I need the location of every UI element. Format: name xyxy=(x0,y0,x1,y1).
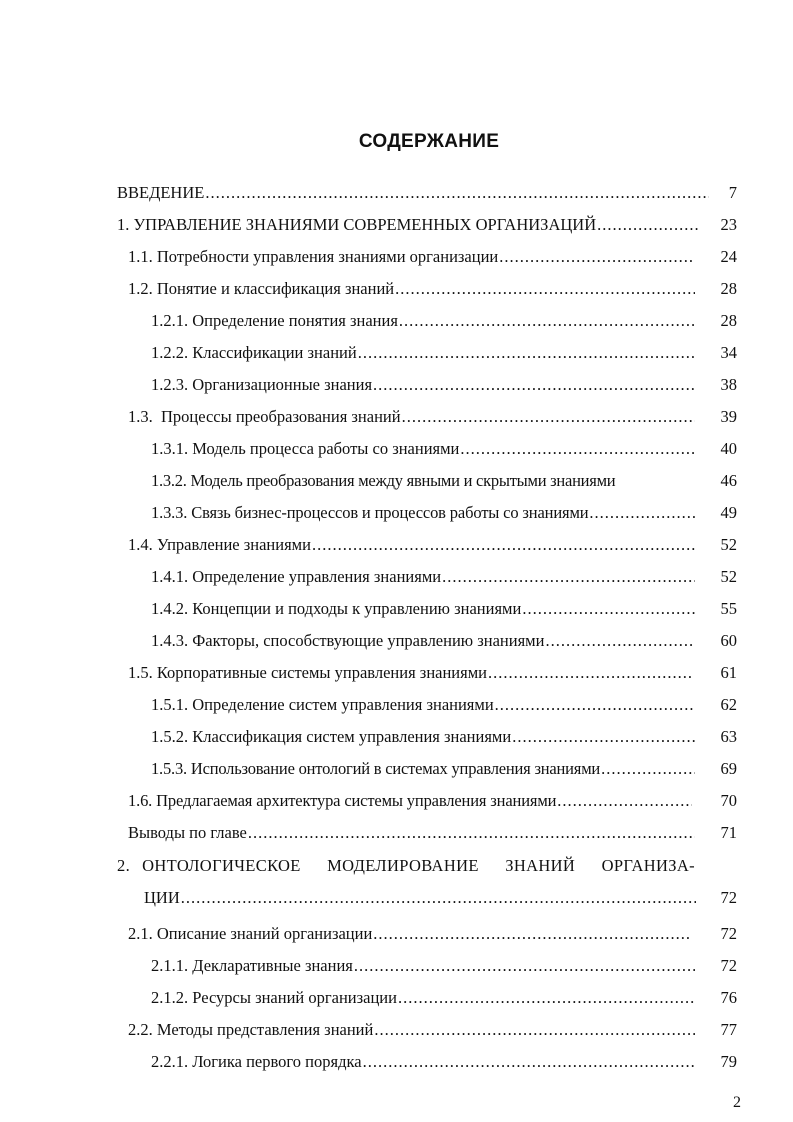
toc-entry-1-4-2[interactable] xyxy=(151,593,737,625)
toc-entry-label: ВВЕДЕНИЕ xyxy=(117,183,205,202)
toc-entry-label: 2.2.1. Логика первого порядка xyxy=(151,1052,362,1071)
toc-entry-label: 2.2. Методы представления знаний xyxy=(128,1020,374,1039)
toc-entry-1-4-3[interactable] xyxy=(151,625,737,657)
toc-entry-page: 62 xyxy=(720,695,737,714)
toc-entry-page: 71 xyxy=(720,823,737,842)
toc-entry-label: 2. ОНТОЛОГИЧЕСКОЕ МОДЕЛИРОВАНИЕ ЗНАНИЙ ОРГАНИЗА- xyxy=(117,856,695,875)
toc-entry-conclusions[interactable] xyxy=(128,817,737,849)
toc-entry-page: 28 xyxy=(720,311,737,330)
toc-entry-label: 1.4.2. Концепции и подходы к управлению знаниями xyxy=(151,599,522,618)
toc-entry-page: 55 xyxy=(720,599,737,618)
toc-entry-page: 46 xyxy=(720,471,737,490)
toc-entry-1-4-1[interactable] xyxy=(151,561,737,593)
page-number: 2 xyxy=(733,1094,741,1111)
toc-entry-1-3-3[interactable] xyxy=(151,497,737,529)
toc-entry-1-2-3[interactable] xyxy=(151,369,737,401)
toc-entry-page: 7 xyxy=(728,183,737,202)
page-title: СОДЕРЖАНИЕ xyxy=(358,131,500,152)
toc-entry-label: 1.4.3. Факторы, способствующие управлению знаниями xyxy=(151,631,545,650)
toc-entry-page: 52 xyxy=(720,567,737,586)
toc-entry-1-2[interactable] xyxy=(128,273,737,305)
toc-entry-label: 1.1. Потребности управления знаниями организации xyxy=(128,247,499,266)
toc-entry-label: 1.6. Предлагаемая архитектура системы управления знаниями xyxy=(128,791,557,810)
toc-entry-2-2[interactable] xyxy=(128,1014,737,1046)
toc-entry-label: 1.5. Корпоративные системы управления знаниями xyxy=(128,663,487,682)
toc-entry-1-3[interactable] xyxy=(128,401,737,433)
toc-entry-page: 72 xyxy=(720,888,737,907)
toc-entry-2-1-1[interactable] xyxy=(151,950,737,982)
toc-entry-label: 1.4.1. Определение управления знаниями xyxy=(151,567,442,586)
toc-entry-1-5-1[interactable] xyxy=(151,689,737,721)
toc-entry-chapter-2[interactable] xyxy=(117,850,737,914)
toc-entry-label: 2.1. Описание знаний организации xyxy=(128,924,373,943)
toc-entry-page: 60 xyxy=(720,631,737,650)
toc-entry-label: 1.5.3. Использование онтологий в системах управления знаниями xyxy=(151,759,601,778)
toc-entry-page: 39 xyxy=(720,407,737,426)
toc-entry-1-1[interactable] xyxy=(128,241,737,273)
toc-entry-page: 61 xyxy=(720,663,737,682)
toc-entry-1-6[interactable] xyxy=(128,785,737,817)
toc-entry-page: 40 xyxy=(720,439,737,458)
toc-entry-label: Выводы по главе xyxy=(128,823,247,842)
toc-entry-label: 1.3. Процессы преобразования знаний xyxy=(128,407,401,426)
toc-entry-page: 34 xyxy=(720,343,737,362)
toc-entry-1-2-1[interactable] xyxy=(151,305,737,337)
toc-entry-2-2-1[interactable] xyxy=(151,1046,737,1078)
toc-entry-label: 1.2.2. Классификации знаний xyxy=(151,343,357,362)
toc-entry-label: 1.2.1. Определение понятия знания xyxy=(151,311,398,330)
toc-entry-1-4[interactable] xyxy=(128,529,737,561)
toc-entry-page: 76 xyxy=(720,988,737,1007)
toc-entry-label: 1. УПРАВЛЕНИЕ ЗНАНИЯМИ СОВРЕМЕННЫХ ОРГАНИЗАЦИЙ xyxy=(117,215,597,234)
toc-entry-page: 79 xyxy=(720,1052,737,1071)
toc-entry-page: 72 xyxy=(720,924,737,943)
toc-entry-label: 1.2.3. Организационные знания xyxy=(151,375,373,394)
toc-entry-label: 1.4. Управление знаниями xyxy=(128,535,311,554)
toc-entry-label: 1.3.1. Модель процесса работы со знаниями xyxy=(151,439,460,458)
toc-entry-page: 38 xyxy=(720,375,737,394)
toc-entry-2-1-2[interactable] xyxy=(151,982,737,1014)
toc-entry-page: 49 xyxy=(720,503,737,522)
toc-entry-page: 23 xyxy=(720,215,737,234)
toc-entry-page: 77 xyxy=(720,1020,737,1039)
toc-entry-page: 28 xyxy=(720,279,737,298)
toc-entry-label: 1.3.3. Связь бизнес-процессов и процессов работы со знаниями xyxy=(151,503,589,522)
toc-entry-1-2-2[interactable] xyxy=(151,337,737,369)
toc-entry-intro[interactable] xyxy=(117,177,737,209)
toc-entry-1-5[interactable] xyxy=(128,657,737,689)
toc-entry-label: 1.3.2. Модель преобразования между явными и скрытыми знаниями xyxy=(151,471,616,490)
toc-entry-label-continued: ЦИИ xyxy=(144,888,180,907)
toc-entry-label: 2.1.1. Декларативные знания xyxy=(151,956,353,975)
toc-entry-1-5-2[interactable] xyxy=(151,721,737,753)
toc-entry-page: 52 xyxy=(720,535,737,554)
toc-entry-label: 1.5.1. Определение систем управления знаниями xyxy=(151,695,494,714)
toc-entry-page: 70 xyxy=(720,791,737,810)
toc-entry-chapter-1[interactable] xyxy=(117,209,737,241)
toc-entry-label: 1.2. Понятие и классификация знаний xyxy=(128,279,395,298)
toc-entry-page: 69 xyxy=(720,759,737,778)
toc-entry-label: 2.1.2. Ресурсы знаний организации xyxy=(151,988,397,1007)
toc-entry-1-3-2[interactable] xyxy=(151,465,737,497)
toc-entry-label: 1.5.2. Классификация систем управления знаниями xyxy=(151,727,512,746)
toc-entry-page: 72 xyxy=(720,956,737,975)
toc-entry-1-5-3[interactable] xyxy=(151,753,737,785)
toc-entry-page: 24 xyxy=(720,247,737,266)
toc-entry-1-3-1[interactable] xyxy=(151,433,737,465)
toc-entry-2-1[interactable] xyxy=(128,918,737,950)
toc-entry-page: 63 xyxy=(720,727,737,746)
